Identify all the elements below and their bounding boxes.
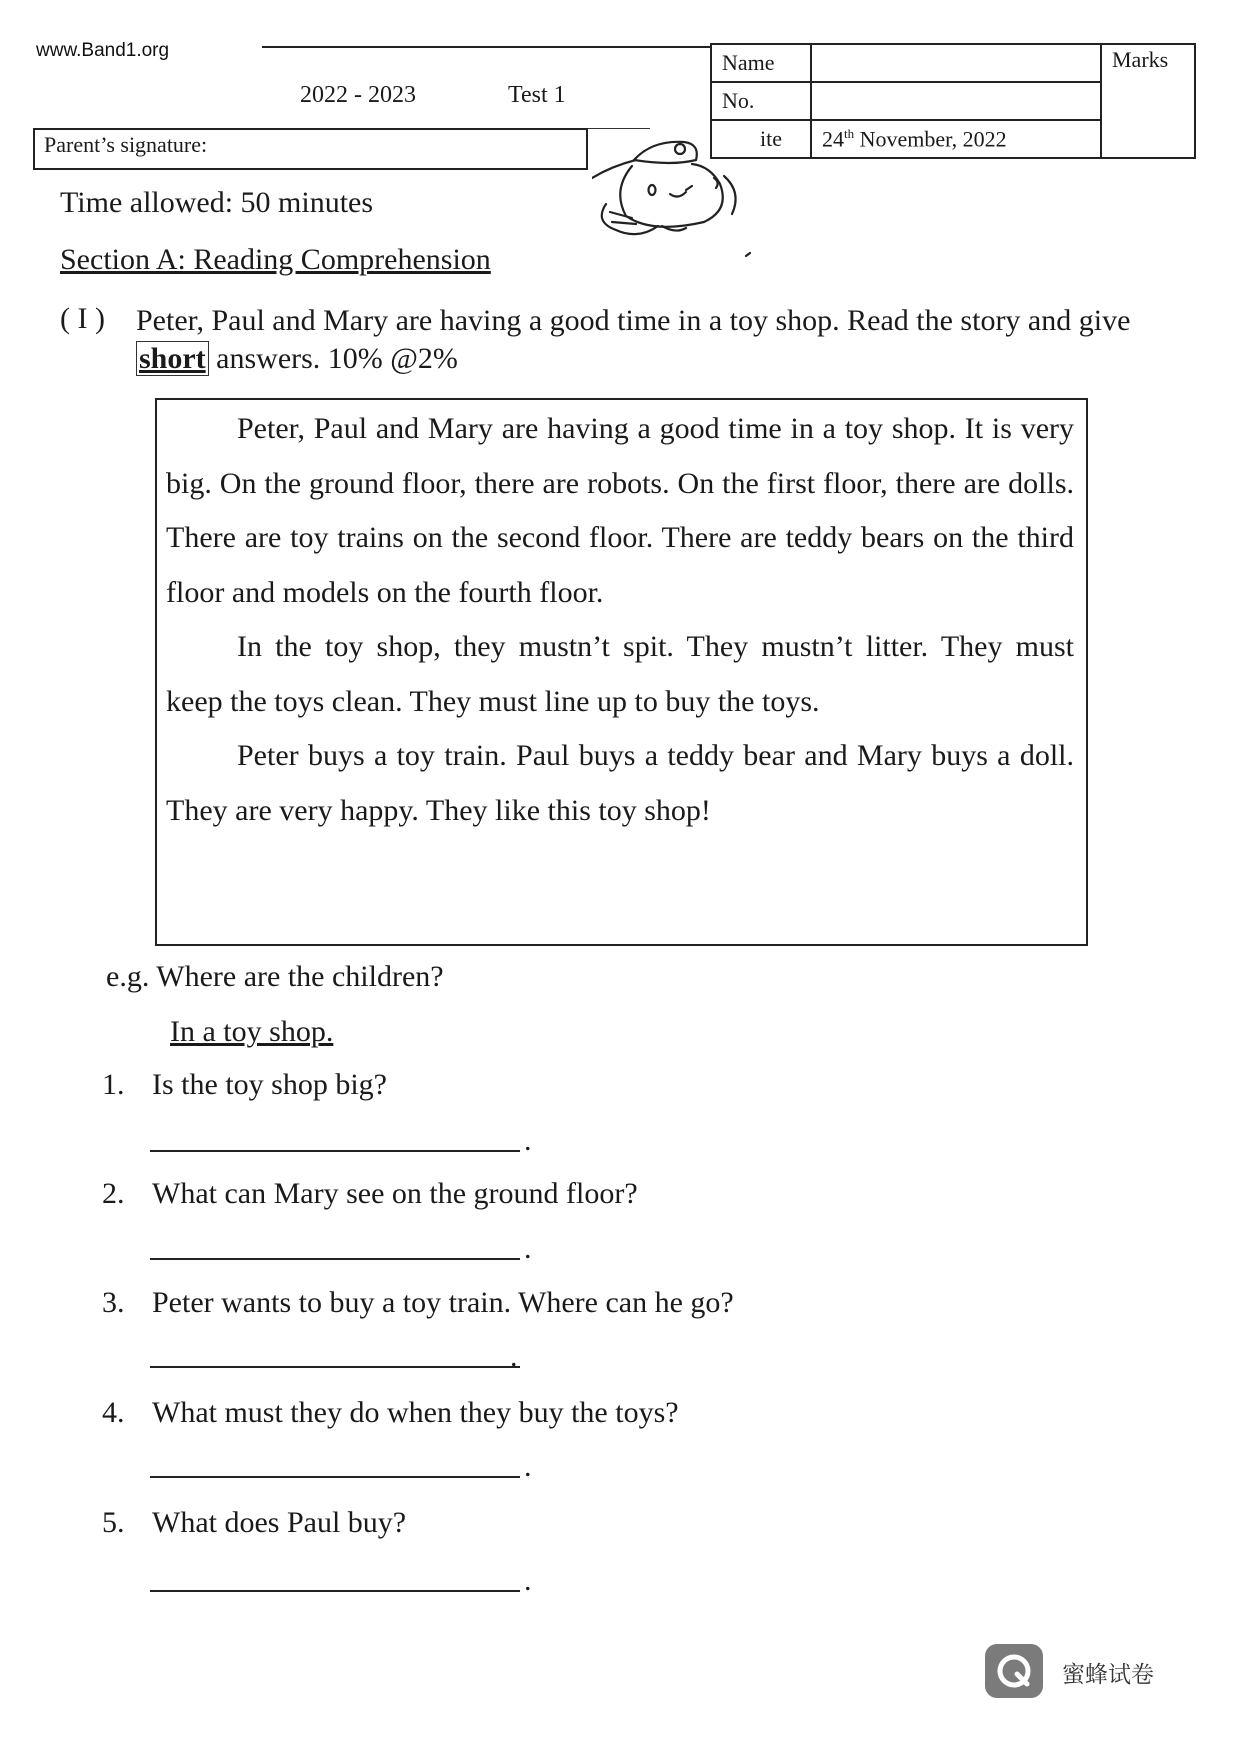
no-label: No. bbox=[711, 82, 811, 120]
date-value bbox=[811, 120, 1101, 158]
question-number: 3. bbox=[102, 1286, 125, 1319]
instruction-text bbox=[136, 302, 1146, 378]
marks-box bbox=[1101, 44, 1195, 158]
instruction-emphasis: short bbox=[136, 341, 209, 376]
watermark-text: 蜜蜂试卷 bbox=[1062, 1662, 1154, 1688]
website-url: www.Band1.org bbox=[36, 40, 170, 61]
instruction-before: Peter, Paul and Mary are having a good time in a toy shop. Read the story and give bbox=[136, 304, 1131, 337]
story-paragraph-3: Peter buys a toy train. Paul buys a teddy bear and Mary buys a doll. They are very happy. They like this toy shop! bbox=[166, 739, 1074, 827]
signature-label: Parent’s signature: bbox=[44, 132, 208, 157]
answer-line[interactable] bbox=[150, 1366, 520, 1368]
answer-line[interactable] bbox=[150, 1590, 520, 1592]
date-day: 24 bbox=[822, 126, 844, 152]
question-number: 2. bbox=[102, 1177, 125, 1210]
date-sup: th bbox=[844, 125, 855, 141]
name-field bbox=[811, 44, 1101, 82]
answer-period: . bbox=[524, 1564, 532, 1597]
watermark-logo-icon bbox=[985, 1644, 1043, 1698]
question-number: 1. bbox=[102, 1068, 125, 1101]
question-text: Is the toy shop big? bbox=[152, 1068, 387, 1101]
question-text: What does Paul buy? bbox=[152, 1506, 407, 1539]
question-text: Peter wants to buy a toy train. Where can he go? bbox=[152, 1286, 734, 1319]
test-number: Test 1 bbox=[508, 82, 566, 108]
date-rest: November, 2022 bbox=[854, 126, 1007, 152]
story-paragraph-2: In the toy shop, they mustn’t spit. They mustn’t litter. They must keep the toys clean. They must line up to buy the toys. bbox=[166, 630, 1074, 718]
story-box bbox=[155, 398, 1088, 946]
header-rule bbox=[262, 46, 712, 48]
story-paragraph-1: Peter, Paul and Mary are having a good time in a toy shop. It is very big. On the ground floor, there are robots. On the first floor, there are dolls. There are toy trains on the second floor. There are teddy bears on the third floor and models on the fourth floor. bbox=[166, 412, 1074, 609]
school-year: 2022 - 2023 bbox=[300, 82, 416, 108]
answer-line[interactable] bbox=[150, 1150, 520, 1152]
student-info-table bbox=[710, 43, 1196, 159]
answer-period: . bbox=[524, 1232, 532, 1265]
time-allowed: Time allowed: 50 minutes bbox=[60, 186, 374, 219]
example-question: e.g. Where are the children? bbox=[106, 960, 444, 993]
answer-period: . bbox=[524, 1450, 532, 1483]
question-number: 4. bbox=[102, 1396, 125, 1429]
instruction-after: answers. 10% @2% bbox=[208, 342, 458, 375]
part-number: ( I ) bbox=[60, 302, 105, 335]
example-answer: In a toy shop. bbox=[170, 1015, 334, 1048]
answer-period: . bbox=[524, 1124, 532, 1157]
answer-line[interactable] bbox=[150, 1258, 520, 1260]
marks-label: Marks bbox=[1112, 47, 1169, 72]
name-label: Name bbox=[711, 44, 811, 82]
answer-period: . bbox=[510, 1340, 518, 1373]
question-text: What must they do when they buy the toys? bbox=[152, 1396, 679, 1429]
answer-line[interactable] bbox=[150, 1476, 520, 1478]
question-number: 5. bbox=[102, 1506, 125, 1539]
no-field bbox=[811, 82, 1101, 120]
mascot-doodle-icon bbox=[592, 130, 772, 280]
date-label: ite bbox=[711, 120, 811, 158]
question-text: What can Mary see on the ground floor? bbox=[152, 1177, 638, 1210]
section-title: Section A: Reading Comprehension bbox=[60, 243, 491, 276]
